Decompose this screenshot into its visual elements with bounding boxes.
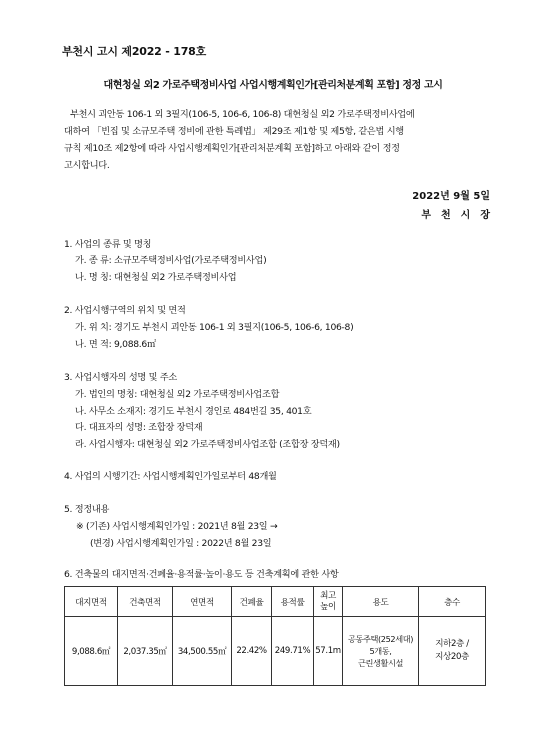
- body-paragraph: [64, 106, 490, 174]
- section-item: 나. 명 칭: 대현청실 외2 가로주택정비사업: [75, 272, 237, 283]
- section-item: 나. 면 적: 9,088.6㎡: [75, 339, 156, 350]
- table-cell: 57.1m: [314, 617, 343, 686]
- section-heading: 1. 사업의 종류 및 명칭: [64, 239, 152, 250]
- table-cell: 9,088.6㎡: [65, 617, 118, 686]
- section-item: 나. 사무소 소재지: 경기도 부천시 경인로 484번길 35, 401호: [75, 406, 312, 417]
- table-cell: 2,037.35㎡: [118, 617, 173, 686]
- body-line: 고시합니다.: [64, 160, 110, 171]
- table-row: [65, 617, 486, 686]
- body-line: 대하여 「빈집 및 소규모주택 정비에 관한 특례법」 제29조 제1항 및 제5항, 같은법 시행: [64, 126, 404, 137]
- building-plan-table: [64, 586, 486, 686]
- table-header-cell: 최고 높이: [314, 587, 343, 617]
- section-heading: 5. 정정내용: [64, 504, 110, 515]
- table-header-row: [65, 587, 486, 617]
- table-cell: 34,500.55㎡: [173, 617, 232, 686]
- notice-title: 대현청실 외2 가로주택정비사업 사업시행계획인가[관리처분계획 포함] 정정 고시: [103, 80, 443, 91]
- section-item: (변경) 사업시행계획인가일 : 2022년 8월 23일: [90, 538, 272, 549]
- section-heading: 2. 사업시행구역의 위치 및 면적: [64, 305, 186, 316]
- section-item: 다. 대표자의 성명: 조합장 장덕재: [75, 422, 203, 433]
- table-cell: 지하2층 / 지상20층: [419, 617, 486, 686]
- table-header-cell: 용도: [343, 587, 419, 617]
- issuer-name: 부천시장: [421, 210, 500, 221]
- section-item: 가. 법인의 명칭: 대현청실 외2 가로주택정비사업조합: [75, 389, 280, 400]
- section-item: 라. 사업시행자: 대현청실 외2 가로주택정비사업조합 (조합장 장덕재): [75, 439, 340, 450]
- section-item: 가. 종 류: 소규모주택정비사업(가로주택정비사업): [75, 255, 267, 266]
- table-header-cell: 건축면적: [118, 587, 173, 617]
- body-line: 규칙 제10조 제2항에 따라 사업시행계획인가[관리처분계획 포함]하고 아래와 같이 정정: [64, 143, 400, 154]
- table-header-cell: 용적률: [272, 587, 314, 617]
- table-header-cell: 건폐율: [232, 587, 272, 617]
- table-header-cell: 연면적: [173, 587, 232, 617]
- table-header-cell: 대지면적: [65, 587, 118, 617]
- table-header-cell: 층수: [419, 587, 486, 617]
- section-heading: 6. 건축물의 대지면적·건폐율·용적률·높이·용도 등 건축계획에 관한 사항: [64, 569, 339, 580]
- notice-date: 2022년 9월 5일: [412, 191, 490, 202]
- section-item: ※ (기존) 사업시행계획인가일 : 2021년 8월 23일 →: [76, 521, 278, 532]
- section-heading: 4. 사업의 시행기간: 사업시행계획인가일로부터 48개월: [64, 471, 277, 482]
- table-cell: 공동주택(252세대) 5개동, 근린생활시설: [343, 617, 419, 686]
- section-item: 가. 위 치: 경기도 부천시 괴안동 106-1 외 3필지(106-5, 106-6, 106-8): [75, 322, 354, 333]
- body-line: 부천시 괴안동 106-1 외 3필지(106-5, 106-6, 106-8) 대현청실 외2 가로주택정비사업에: [70, 109, 415, 120]
- table-cell: 22.42%: [232, 617, 272, 686]
- notice-number: 부천시 고시 제2022 - 178호: [62, 45, 207, 58]
- table-cell: 249.71%: [272, 617, 314, 686]
- section-heading: 3. 사업시행자의 성명 및 주소: [64, 372, 177, 383]
